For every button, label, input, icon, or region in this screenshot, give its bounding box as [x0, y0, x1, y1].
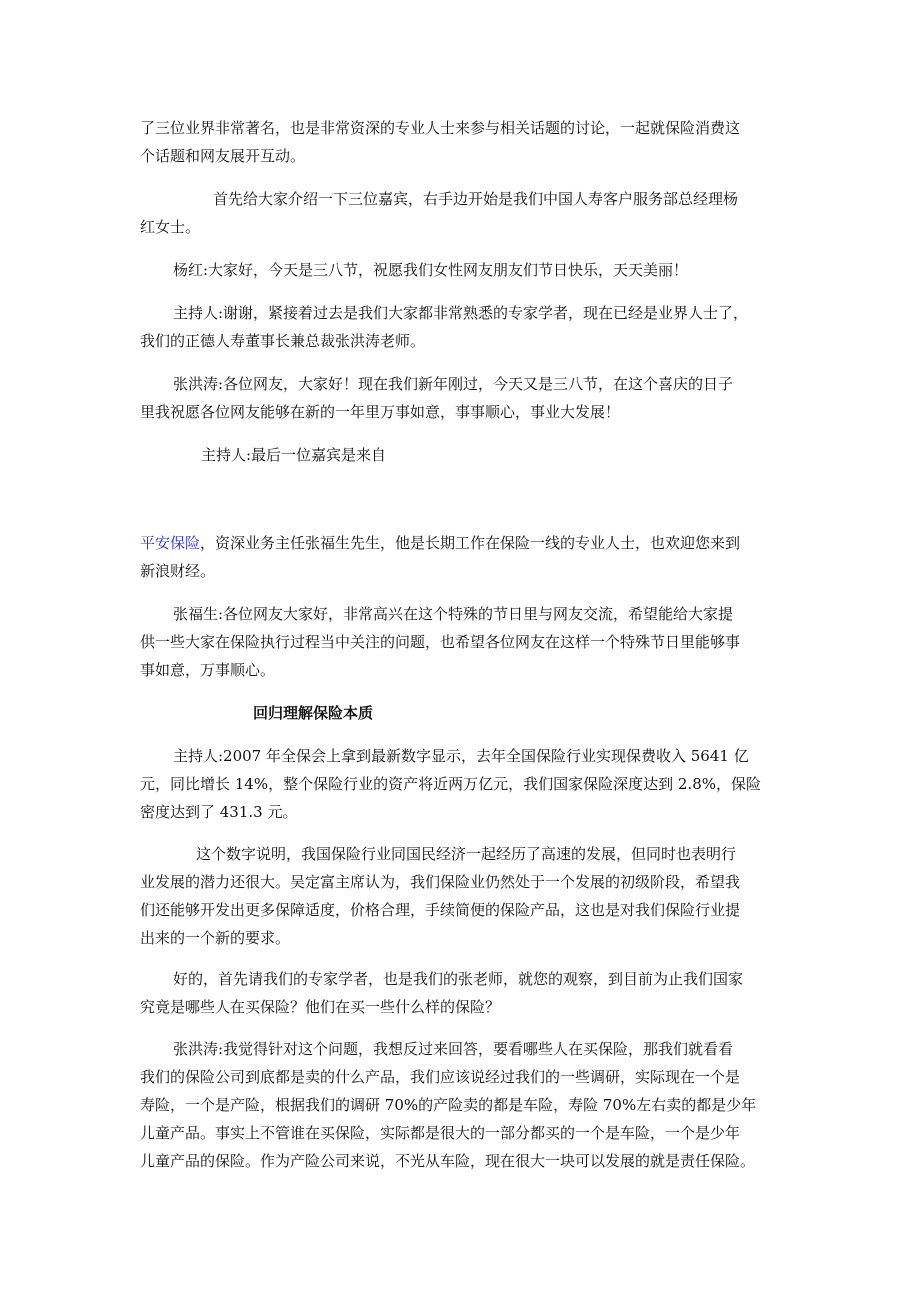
text-line: 密度达到了 431.3 元。	[140, 803, 298, 821]
text-line: 主持人:2007 年全保会上拿到最新数字显示，去年全国保险行业实现保费收入 5641 亿	[173, 747, 749, 765]
paragraph-host-stats	[140, 742, 800, 826]
text-line: 里我祝愿各位网友能够在新的一年里万事如意，事事顺心，事业大发展！	[140, 403, 621, 421]
paragraph-pingan	[140, 529, 800, 585]
text-line: 主持人:谢谢，紧接着过去是我们大家都非常熟悉的专家学者，现在已经是业界人士了，	[173, 304, 749, 322]
text-line: 首先给大家介绍一下三位嘉宾，右手边开始是我们中国人寿客户服务部总经理杨	[213, 190, 739, 208]
text-line: 张洪涛:各位网友，大家好！现在我们新年刚过，今天又是三八节，在这个喜庆的日子	[173, 375, 734, 393]
text-line	[140, 529, 800, 557]
pingan-link[interactable]: 平安保险	[140, 534, 201, 552]
paragraph-zhanghongtao-1	[140, 370, 800, 426]
text-line: 了三位业界非常著名，也是非常资深的专业人士来参与相关话题的讨论，一起就保险消费这	[140, 119, 741, 137]
paragraph-guest-intro	[140, 185, 800, 241]
text-line: 这个数字说明，我国保险行业同国民经济一起经历了高速的发展，但同时也表明行	[196, 845, 737, 863]
text-line: 元，同比增长 14%，整个保险行业的资产将近两万亿元，我们国家保险深度达到 2.8%，保险	[140, 775, 761, 793]
text-line: 儿童产品的保险。作为产险公司来说，不光从车险，现在很大一块可以发展的就是责任保险。	[140, 1152, 756, 1170]
paragraph-analysis	[140, 840, 800, 952]
text-line: 张洪涛:我觉得针对这个问题，我想反过来回答，要看哪些人在买保险，那我们就看看	[173, 1040, 734, 1058]
text-line: 供一些大家在保险执行过程当中关注的问题，也希望各位网友在这样一个特殊节日里能够事	[140, 633, 741, 651]
text-segment: ，资深业务主任张福生先生，他是长期工作在保险一线的专业人士，也欢迎您来到	[200, 534, 741, 552]
paragraph-host-3	[140, 441, 800, 469]
text-line: 儿童产品。事实上不管谁在买保险，实际都是很大的一部分都买的一个是车险，一个是少年	[140, 1124, 741, 1142]
text-line: 杨红:大家好，今天是三八节，祝愿我们女性网友朋友们节日快乐，天天美丽！	[173, 261, 689, 279]
text-line: 我们的正德人寿董事长兼总裁张洪涛老师。	[140, 332, 426, 350]
section-heading: 回归理解保险本质	[253, 704, 374, 722]
text-line: 出来的一个新的要求。	[140, 929, 291, 947]
paragraph-question	[140, 965, 800, 1021]
text-line: 主持人:最后一位嘉宾是来自	[201, 446, 387, 464]
text-line: 事如意，万事顺心。	[140, 661, 276, 679]
paragraph-yanghong	[140, 256, 800, 284]
text-line: 好的，首先请我们的专家学者，也是我们的张老师，就您的观察，到目前为止我们国家	[173, 970, 744, 988]
text-line: 们还能够开发出更多保障适度，价格合理，手续简便的保险产品，这也是对我们保险行业提	[140, 901, 741, 919]
text-line: 张福生:各位网友大家好，非常高兴在这个特殊的节日里与网友交流，希望能给大家提	[173, 605, 734, 623]
text-line: 寿险，一个是产险，根据我们的调研 70%的产险卖的都是车险，寿险 70%左右卖的都是少年	[140, 1096, 757, 1114]
text-line: 业发展的潜力还很大。吴定富主席认为，我们保险业仍然处于一个发展的初级阶段，希望我	[140, 873, 741, 891]
text-line: 个话题和网友展开互动。	[140, 147, 306, 165]
text-line: 究竟是哪些人在买保险？他们在买一些什么样的保险？	[140, 998, 501, 1016]
text-line: 新浪财经。	[140, 562, 216, 580]
paragraph-intro	[140, 114, 800, 170]
paragraph-zhangfusheng	[140, 600, 800, 684]
paragraph-zhanghongtao-2	[140, 1035, 800, 1175]
paragraph-host-2	[140, 299, 800, 355]
text-line: 红女士。	[140, 218, 201, 236]
text-line: 我们的保险公司到底都是卖的什么产品，我们应该说经过我们的一些调研，实际现在一个是	[140, 1068, 741, 1086]
